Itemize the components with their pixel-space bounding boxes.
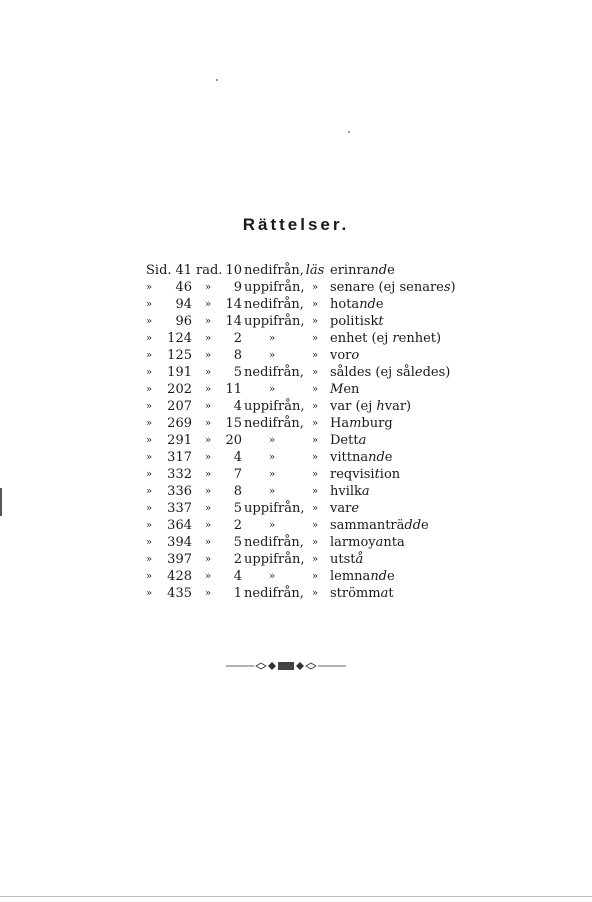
line-number: 15 bbox=[225, 416, 242, 431]
sid-label: » bbox=[146, 333, 153, 344]
errata-row bbox=[0, 313, 592, 330]
errata-row bbox=[0, 415, 592, 432]
page-number: 269 bbox=[167, 416, 192, 431]
las-label: » bbox=[311, 384, 319, 395]
las-label: » bbox=[311, 299, 319, 310]
rad-label: » bbox=[204, 537, 212, 548]
las-label: » bbox=[311, 401, 319, 412]
line-number: 5 bbox=[233, 535, 242, 550]
rad-label: » bbox=[204, 316, 212, 327]
las-label: » bbox=[311, 469, 319, 480]
las-label: » bbox=[311, 571, 319, 582]
las-label: » bbox=[311, 486, 319, 497]
line-number: 14 bbox=[225, 314, 242, 329]
direction: uppifrån, bbox=[244, 399, 305, 414]
direction: » bbox=[268, 486, 276, 497]
line-number: 14 bbox=[225, 297, 242, 312]
correction-text: enhet (ej renhet) bbox=[330, 331, 442, 346]
page-number: 435 bbox=[167, 586, 192, 601]
sid-label: » bbox=[146, 503, 153, 514]
correction-text: var (ej hvar) bbox=[330, 399, 412, 414]
direction: » bbox=[268, 350, 276, 361]
errata-row bbox=[0, 381, 592, 398]
rad-label: » bbox=[204, 299, 212, 310]
errata-row bbox=[0, 432, 592, 449]
sid-label: » bbox=[146, 520, 153, 531]
errata-row bbox=[0, 500, 592, 517]
line-number: 20 bbox=[225, 433, 242, 448]
sid-label: » bbox=[146, 418, 153, 429]
errata-row bbox=[0, 585, 592, 602]
las-label: läs bbox=[305, 263, 325, 278]
errata-row bbox=[0, 347, 592, 364]
page-number: 364 bbox=[167, 518, 192, 533]
las-label: » bbox=[311, 316, 319, 327]
las-label: » bbox=[311, 333, 319, 344]
page-number: 207 bbox=[167, 399, 192, 414]
direction: nedifrån, bbox=[244, 365, 304, 380]
rad-label: » bbox=[204, 384, 212, 395]
line-number: 4 bbox=[233, 450, 242, 465]
direction: uppifrån, bbox=[244, 280, 305, 295]
correction-text: strömmat bbox=[330, 586, 394, 601]
errata-row bbox=[0, 279, 592, 296]
correction-text: vare bbox=[330, 501, 360, 516]
errata-row bbox=[0, 262, 592, 279]
line-number: 10 bbox=[225, 263, 242, 278]
correction-text: reqvisition bbox=[330, 467, 401, 482]
sid-label: » bbox=[146, 401, 153, 412]
page-number: 41 bbox=[175, 263, 192, 278]
direction: uppifrån, bbox=[244, 314, 305, 329]
page-title: Rättelser. bbox=[242, 215, 350, 234]
errata-row bbox=[0, 449, 592, 466]
correction-text: vittnande bbox=[330, 450, 393, 465]
page-number: 428 bbox=[167, 569, 192, 584]
sid-label: » bbox=[146, 452, 153, 463]
correction-text: utstå bbox=[330, 552, 364, 567]
rad-label: » bbox=[204, 418, 212, 429]
page-number: 124 bbox=[167, 331, 192, 346]
page-number: 202 bbox=[167, 382, 192, 397]
correction-text: lemnande bbox=[330, 569, 395, 584]
sid-label: » bbox=[146, 469, 153, 480]
las-label: » bbox=[311, 537, 319, 548]
line-number: 1 bbox=[233, 586, 242, 601]
errata-row bbox=[0, 534, 592, 551]
line-number: 4 bbox=[233, 399, 242, 414]
paper-speck bbox=[348, 131, 350, 133]
errata-row bbox=[0, 551, 592, 568]
las-label: » bbox=[311, 435, 319, 446]
direction: nedifrån, bbox=[244, 586, 304, 601]
page-number: 317 bbox=[167, 450, 192, 465]
rad-label: rad. bbox=[196, 263, 223, 278]
direction: uppifrån, bbox=[244, 552, 305, 567]
line-number: 11 bbox=[225, 382, 242, 397]
las-label: » bbox=[311, 282, 319, 293]
rad-label: » bbox=[204, 554, 212, 565]
line-number: 5 bbox=[233, 365, 242, 380]
direction: nedifrån, bbox=[244, 416, 304, 431]
direction: » bbox=[268, 571, 276, 582]
paper-speck bbox=[216, 79, 218, 81]
page-number: 191 bbox=[167, 365, 192, 380]
las-label: » bbox=[311, 520, 319, 531]
page-number: 332 bbox=[167, 467, 192, 482]
rad-label: » bbox=[204, 367, 212, 378]
direction: » bbox=[268, 469, 276, 480]
correction-text: Hamburg bbox=[330, 416, 393, 431]
errata-row bbox=[0, 466, 592, 483]
page-number: 337 bbox=[167, 501, 192, 516]
sid-label: » bbox=[146, 367, 153, 378]
line-number: 2 bbox=[233, 518, 242, 533]
las-label: » bbox=[311, 367, 319, 378]
sid-label: » bbox=[146, 350, 153, 361]
ornament-divider bbox=[226, 659, 346, 673]
line-number: 9 bbox=[233, 280, 242, 295]
errata-row bbox=[0, 568, 592, 585]
rad-label: » bbox=[204, 520, 212, 531]
correction-text: senare (ej senares) bbox=[330, 280, 456, 295]
correction-text: Detta bbox=[330, 433, 367, 448]
errata-row bbox=[0, 483, 592, 500]
sid-label: » bbox=[146, 384, 153, 395]
correction-text: hotande bbox=[330, 297, 384, 312]
direction: » bbox=[268, 452, 276, 463]
page-number: 96 bbox=[175, 314, 192, 329]
sid-label: » bbox=[146, 554, 153, 565]
sid-label: » bbox=[146, 486, 153, 497]
rad-label: » bbox=[204, 435, 212, 446]
rad-label: » bbox=[204, 588, 212, 599]
direction: nedifrån, bbox=[244, 535, 304, 550]
sid-label: » bbox=[146, 588, 153, 599]
direction: » bbox=[268, 333, 276, 344]
las-label: » bbox=[311, 588, 319, 599]
las-label: » bbox=[311, 554, 319, 565]
page-bottom-edge bbox=[0, 896, 592, 897]
correction-text: hvilka bbox=[330, 484, 370, 499]
line-number: 7 bbox=[233, 467, 242, 482]
rad-label: » bbox=[204, 452, 212, 463]
rad-label: » bbox=[204, 350, 212, 361]
sid-label: » bbox=[146, 299, 153, 310]
sid-label: » bbox=[146, 316, 153, 327]
page-edge-mark bbox=[0, 488, 2, 516]
direction: » bbox=[268, 435, 276, 446]
line-number: 5 bbox=[233, 501, 242, 516]
correction-text: erinrande bbox=[330, 263, 395, 278]
sid-label: » bbox=[146, 282, 153, 293]
page-number: 125 bbox=[167, 348, 192, 363]
rad-label: » bbox=[204, 503, 212, 514]
page-number: 336 bbox=[167, 484, 192, 499]
las-label: » bbox=[311, 418, 319, 429]
page-number: 397 bbox=[167, 552, 192, 567]
correction-text: såldes (ej således) bbox=[330, 365, 451, 380]
las-label: » bbox=[311, 452, 319, 463]
las-label: » bbox=[311, 350, 319, 361]
errata-row bbox=[0, 330, 592, 347]
page-number: 94 bbox=[175, 297, 192, 312]
direction: uppifrån, bbox=[244, 501, 305, 516]
rad-label: » bbox=[204, 333, 212, 344]
errata-row bbox=[0, 364, 592, 381]
page-number: 394 bbox=[167, 535, 192, 550]
rad-label: » bbox=[204, 486, 212, 497]
rad-label: » bbox=[204, 571, 212, 582]
rad-label: » bbox=[204, 469, 212, 480]
sid-label: Sid. bbox=[146, 263, 172, 278]
line-number: 4 bbox=[233, 569, 242, 584]
direction: » bbox=[268, 520, 276, 531]
line-number: 2 bbox=[233, 552, 242, 567]
correction-text: Men bbox=[330, 382, 360, 397]
rad-label: » bbox=[204, 282, 212, 293]
line-number: 8 bbox=[233, 484, 242, 499]
correction-text: sammanträdde bbox=[330, 518, 429, 533]
errata-row bbox=[0, 517, 592, 534]
page-number: 46 bbox=[175, 280, 192, 295]
page-number: 291 bbox=[167, 433, 192, 448]
sid-label: » bbox=[146, 537, 153, 548]
las-label: » bbox=[311, 503, 319, 514]
correction-text: larmoyanta bbox=[330, 535, 405, 550]
errata-row bbox=[0, 296, 592, 313]
direction: » bbox=[268, 384, 276, 395]
errata-row bbox=[0, 398, 592, 415]
correction-text: politiskt bbox=[330, 314, 384, 329]
rad-label: » bbox=[204, 401, 212, 412]
line-number: 8 bbox=[233, 348, 242, 363]
sid-label: » bbox=[146, 435, 153, 446]
direction: nedifrån, bbox=[244, 263, 304, 278]
direction: nedifrån, bbox=[244, 297, 304, 312]
correction-text: voro bbox=[330, 348, 360, 363]
sid-label: » bbox=[146, 571, 153, 582]
line-number: 2 bbox=[233, 331, 242, 346]
